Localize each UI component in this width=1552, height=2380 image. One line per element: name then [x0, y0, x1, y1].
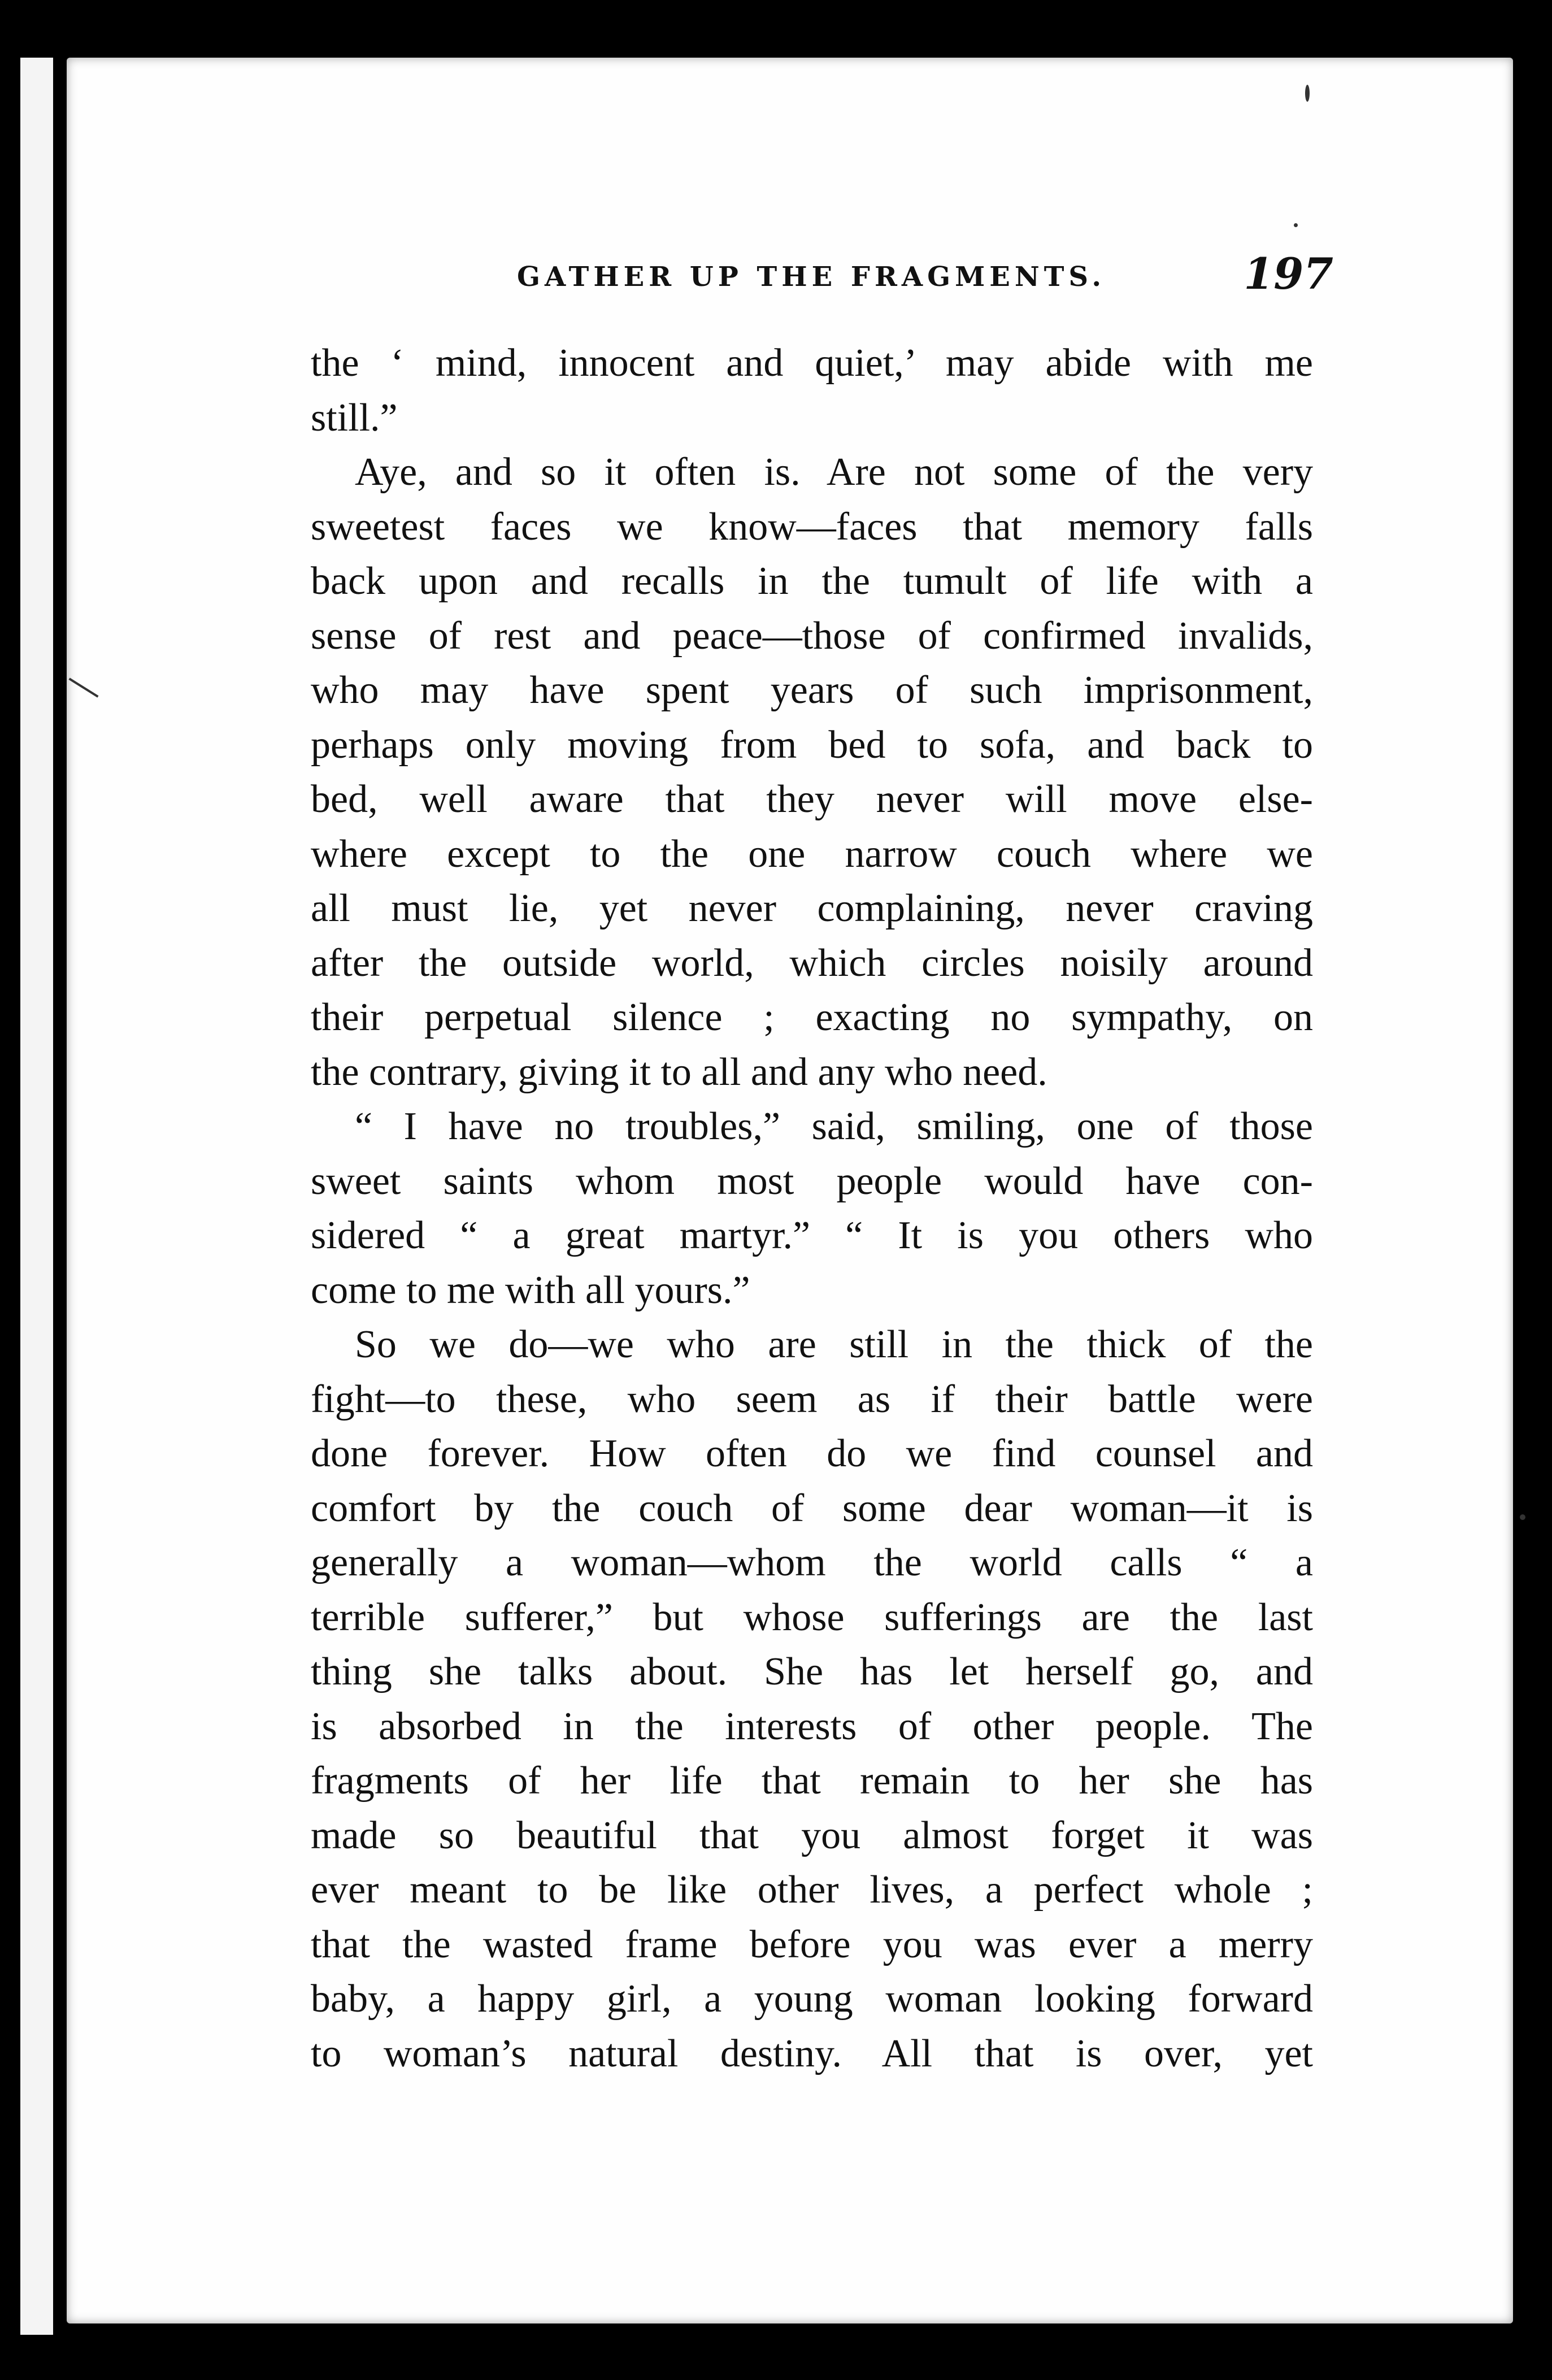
- text-line: perhaps only moving from bed to sofa, and back to: [311, 723, 1313, 767]
- text-line: still.”: [311, 396, 398, 440]
- text-line: who may have spent years of such imprisonment,: [311, 668, 1313, 712]
- text-line: after the outside world, which circles noisily around: [311, 941, 1313, 985]
- text-line: sidered “ a great martyr.” “ It is you others who: [311, 1214, 1313, 1257]
- text-line: to woman’s natural destiny. All that is over, yet: [311, 2031, 1313, 2075]
- text-line: sense of rest and peace—those of confirmed invalids,: [311, 614, 1313, 658]
- text-line: terrible sufferer,” but whose sufferings are the last: [311, 1595, 1313, 1639]
- text-line: back upon and recalls in the tumult of life with a: [311, 559, 1313, 603]
- text-line: that the wasted frame before you was ever a merry: [311, 1922, 1313, 1966]
- text-line: fragments of her life that remain to her she has: [311, 1759, 1313, 1803]
- speck: [1305, 85, 1310, 102]
- text-line: ever meant to be like other lives, a perfect whole ;: [311, 1868, 1313, 1912]
- text-line: where except to the one narrow couch where we: [311, 832, 1313, 876]
- text-line: is absorbed in the interests of other people. The: [311, 1704, 1313, 1748]
- text-line: sweetest faces we know—faces that memory falls: [311, 505, 1313, 549]
- text-line: baby, a happy girl, a young woman looking forward: [311, 1977, 1313, 2021]
- text-line: So we do—we who are still in the thick of the: [355, 1323, 1313, 1366]
- page-number: 197: [1244, 249, 1333, 299]
- text-line: generally a woman—whom the world calls “ a: [311, 1541, 1313, 1584]
- text-line: made so beautiful that you almost forget it was: [311, 1813, 1313, 1857]
- text-line: bed, well aware that they never will move else-: [311, 778, 1313, 821]
- text-line: the contrary, giving it to all and any who need.: [311, 1050, 1047, 1094]
- text-line: comfort by the couch of some dear woman—it is: [311, 1486, 1313, 1530]
- text-line: all must lie, yet never complaining, never craving: [311, 887, 1313, 930]
- text-line: done forever. How often do we find counsel and: [311, 1432, 1313, 1475]
- body-text: [311, 336, 1313, 2081]
- text-line: thing she talks about. She has let herself go, and: [311, 1650, 1313, 1693]
- text-line: their perpetual silence ; exacting no sympathy, on: [311, 996, 1313, 1039]
- binding-edge: [20, 58, 63, 2335]
- running-head: [311, 249, 1333, 299]
- text-line: come to me with all yours.”: [311, 1268, 750, 1312]
- speck: [1294, 223, 1298, 227]
- text-line: the ‘ mind, innocent and quiet,’ may abide with me: [311, 341, 1313, 385]
- running-title: GATHER UP THE FRAGMENTS.: [517, 261, 1106, 293]
- text-line: sweet saints whom most people would have con-: [311, 1159, 1313, 1203]
- text-line: Aye, and so it often is. Are not some of the very: [355, 450, 1313, 494]
- text-line: fight—to these, who seem as if their battle were: [311, 1377, 1313, 1421]
- text-line: “ I have no troubles,” said, smiling, one of those: [355, 1105, 1313, 1148]
- speck: [1520, 1514, 1525, 1520]
